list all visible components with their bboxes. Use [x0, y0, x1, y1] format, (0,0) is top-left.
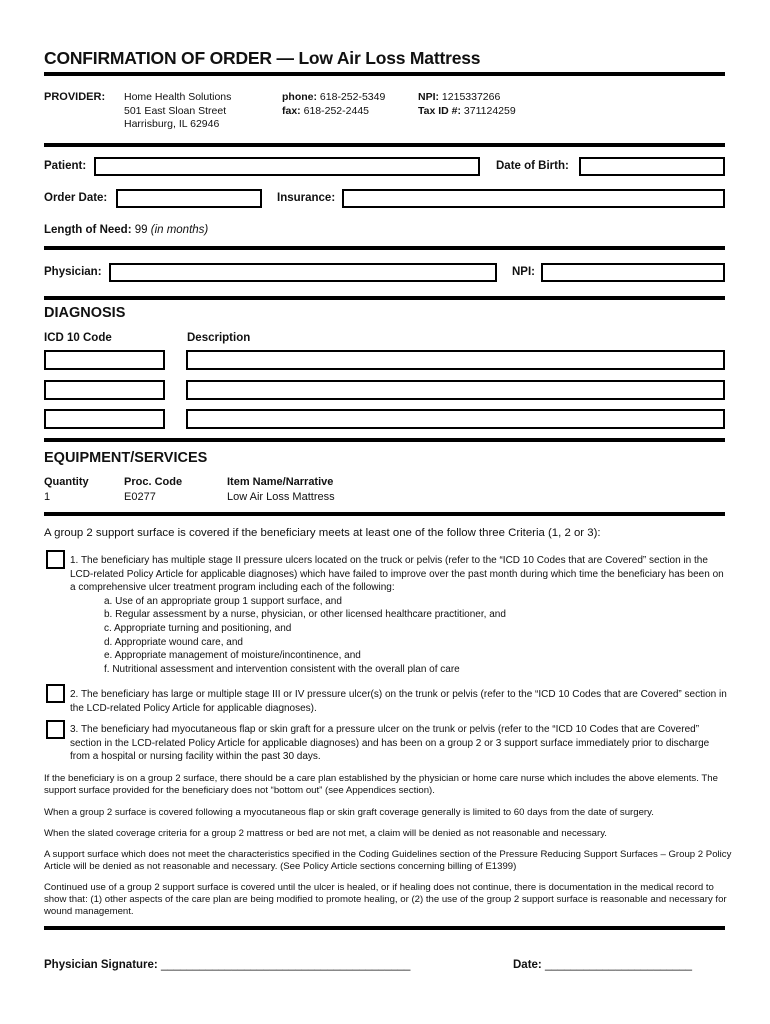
- phone-label: phone:: [282, 91, 317, 103]
- title-rule: [44, 72, 725, 76]
- item-name-value: Low Air Loss Mattress: [227, 491, 335, 503]
- provider-npi-label: NPI:: [418, 91, 439, 103]
- criteria-3-checkbox[interactable]: [46, 720, 65, 739]
- page-title: CONFIRMATION OF ORDER — Low Air Loss Mattress: [44, 48, 481, 68]
- physician-rule: [44, 296, 725, 300]
- signature-row: [44, 959, 410, 971]
- provider-street: 501 East Sloan Street: [124, 104, 227, 117]
- provider-name: Home Health Solutions: [124, 91, 232, 103]
- taxid-label: Tax ID #:: [418, 104, 461, 117]
- equipment-heading: EQUIPMENT/SERVICES: [44, 450, 208, 466]
- date-label: Date:: [513, 959, 542, 971]
- date-line[interactable]: _______________________: [544, 959, 693, 971]
- provider-ids: [418, 91, 516, 118]
- diagnosis-rule: [44, 438, 725, 442]
- provider-contact: [282, 91, 385, 118]
- criteria-1-checkbox[interactable]: [46, 550, 65, 569]
- quantity-value: 1: [44, 491, 51, 503]
- note-care-plan: If the beneficiary is on a group 2 surface, there should be a care plan established by the physician or home care nurse which includes the above elements. The support surface provided for the beneficiary does not “bottom out” (see Appendices section).: [44, 773, 718, 797]
- fax-label: fax:: [282, 104, 301, 117]
- criteria-1-text: 1. The beneficiary has multiple stage II pressure ulcers located on the truck or pelvis (refer to the “ICD 10 Codes that are Covered” section in the LCD-related Policy Article for applicable diagnoses) which have failed to improve over the past month during which time the beneficiary has been on a comprehensive ulcer treatment program including each of the following:: [70, 555, 724, 594]
- physician-npi-label: NPI:: [512, 266, 535, 278]
- criteria-1f: f. Nutritional assessment and intervention consistent with the overall plan of care: [104, 663, 460, 675]
- notes-rule: [44, 926, 725, 930]
- physician-input[interactable]: [109, 263, 497, 282]
- length-label: Length of Need:: [44, 224, 132, 236]
- provider-address: [124, 91, 231, 132]
- insurance-label: Insurance:: [277, 192, 336, 204]
- criteria-1a: a. Use of an appropriate group 1 support surface, and: [104, 595, 342, 607]
- length-value: 99: [134, 224, 148, 236]
- provider-label: PROVIDER:: [44, 91, 106, 103]
- description-input-1[interactable]: [186, 350, 725, 370]
- physician-signature-line[interactable]: _______________________________________: [160, 959, 411, 971]
- fax-value: 618-252-2445: [303, 104, 369, 117]
- icd-header: ICD 10 Code: [44, 332, 112, 344]
- description-header: Description: [187, 332, 251, 344]
- criteria-1: [70, 554, 730, 676]
- icd-input-1[interactable]: [44, 350, 165, 370]
- criteria-intro: A group 2 support surface is covered if the beneficiary meets at least one of the follow three Criteria (1, 2 or 3):: [44, 527, 601, 539]
- criteria-1e: e. Appropriate management of moisture/incontinence, and: [104, 650, 361, 662]
- icd-input-2[interactable]: [44, 380, 165, 400]
- note-continued-use: Continued use of a group 2 support surface is covered until the ulcer is healed, or if healing does not continue, there is documentation in the medical record to show that: (1) other aspects of the care plan are being modified to promote healing, or (2) the use of the group 2 support surface is reasonable and necessary for wound management.: [44, 882, 727, 918]
- physician-signature-label: Physician Signature:: [44, 959, 158, 971]
- physician-npi-input[interactable]: [541, 263, 725, 282]
- criteria-1d: d. Appropriate wound care, and: [104, 636, 243, 648]
- length-of-need: [44, 224, 208, 236]
- dob-label: Date of Birth:: [496, 160, 569, 172]
- length-rule: [44, 246, 725, 250]
- criteria-3: 3. The beneficiary had myocutaneous flap or skin graft for a pressure ulcer on the trunk or pelvis (refer to the “ICD 10 Codes that are Covered” section in the LCD-related Policy Article for applicable diagnoses) and has been on a group 2 or 3 support surface immediately prior to discharge from a hospital or nursing facility within the past 30 days.: [70, 724, 710, 763]
- criteria-1b: b. Regular assessment by a nurse, physician, or other licensed healthcare practitioner, and: [104, 609, 506, 621]
- note-flap-graft: When a group 2 surface is covered following a myocutaneous flap or skin graft coverage generally is limited to 60 days from the date of surgery.: [44, 807, 654, 818]
- patient-label: Patient:: [44, 160, 87, 172]
- physician-label: Physician:: [44, 266, 102, 278]
- patient-input[interactable]: [94, 157, 480, 176]
- date-row: [513, 959, 692, 971]
- criteria-1c: c. Appropriate turning and positioning, and: [104, 622, 292, 634]
- length-unit: (in months): [150, 224, 209, 236]
- note-characteristics: A support surface which does not meet the characteristics specified in the Coding Guidelines section of the Pressure Reducing Support Surfaces – Group 2 Policy Article will be denied as not reasonable and necessary. (See Policy Article sections concerning billing of E1399): [44, 849, 732, 873]
- dob-input[interactable]: [579, 157, 725, 176]
- criteria-2: 2. The beneficiary has large or multiple stage III or IV pressure ulcer(s) on the trunk or pelvis (refer to the “ICD 10 Codes that are Covered” section in the LCD-related Policy Article for applicable diagnoses).: [70, 689, 727, 714]
- taxid-value: 371124259: [463, 104, 516, 117]
- provider-npi-value: 1215337266: [441, 91, 501, 103]
- phone-value: 618-252-5349: [319, 91, 386, 103]
- description-input-2[interactable]: [186, 380, 725, 400]
- item-name-header: Item Name/Narrative: [227, 476, 334, 488]
- diagnosis-heading: DIAGNOSIS: [44, 305, 126, 321]
- provider-rule: [44, 143, 725, 147]
- proc-code-value: E0277: [124, 491, 156, 503]
- provider-city: Harrisburg, IL 62946: [124, 118, 220, 130]
- order-date-input[interactable]: [116, 189, 262, 208]
- description-input-3[interactable]: [186, 409, 725, 429]
- criteria-2-checkbox[interactable]: [46, 684, 65, 703]
- equipment-rule: [44, 512, 725, 516]
- icd-input-3[interactable]: [44, 409, 165, 429]
- proc-code-header: Proc. Code: [124, 476, 183, 488]
- note-criteria-not-met: When the slated coverage criteria for a group 2 mattress or bed are not met, a claim will be denied as not reasonable and necessary.: [44, 828, 607, 839]
- insurance-input[interactable]: [342, 189, 725, 208]
- quantity-header: Quantity: [44, 476, 89, 488]
- order-date-label: Order Date:: [44, 192, 108, 204]
